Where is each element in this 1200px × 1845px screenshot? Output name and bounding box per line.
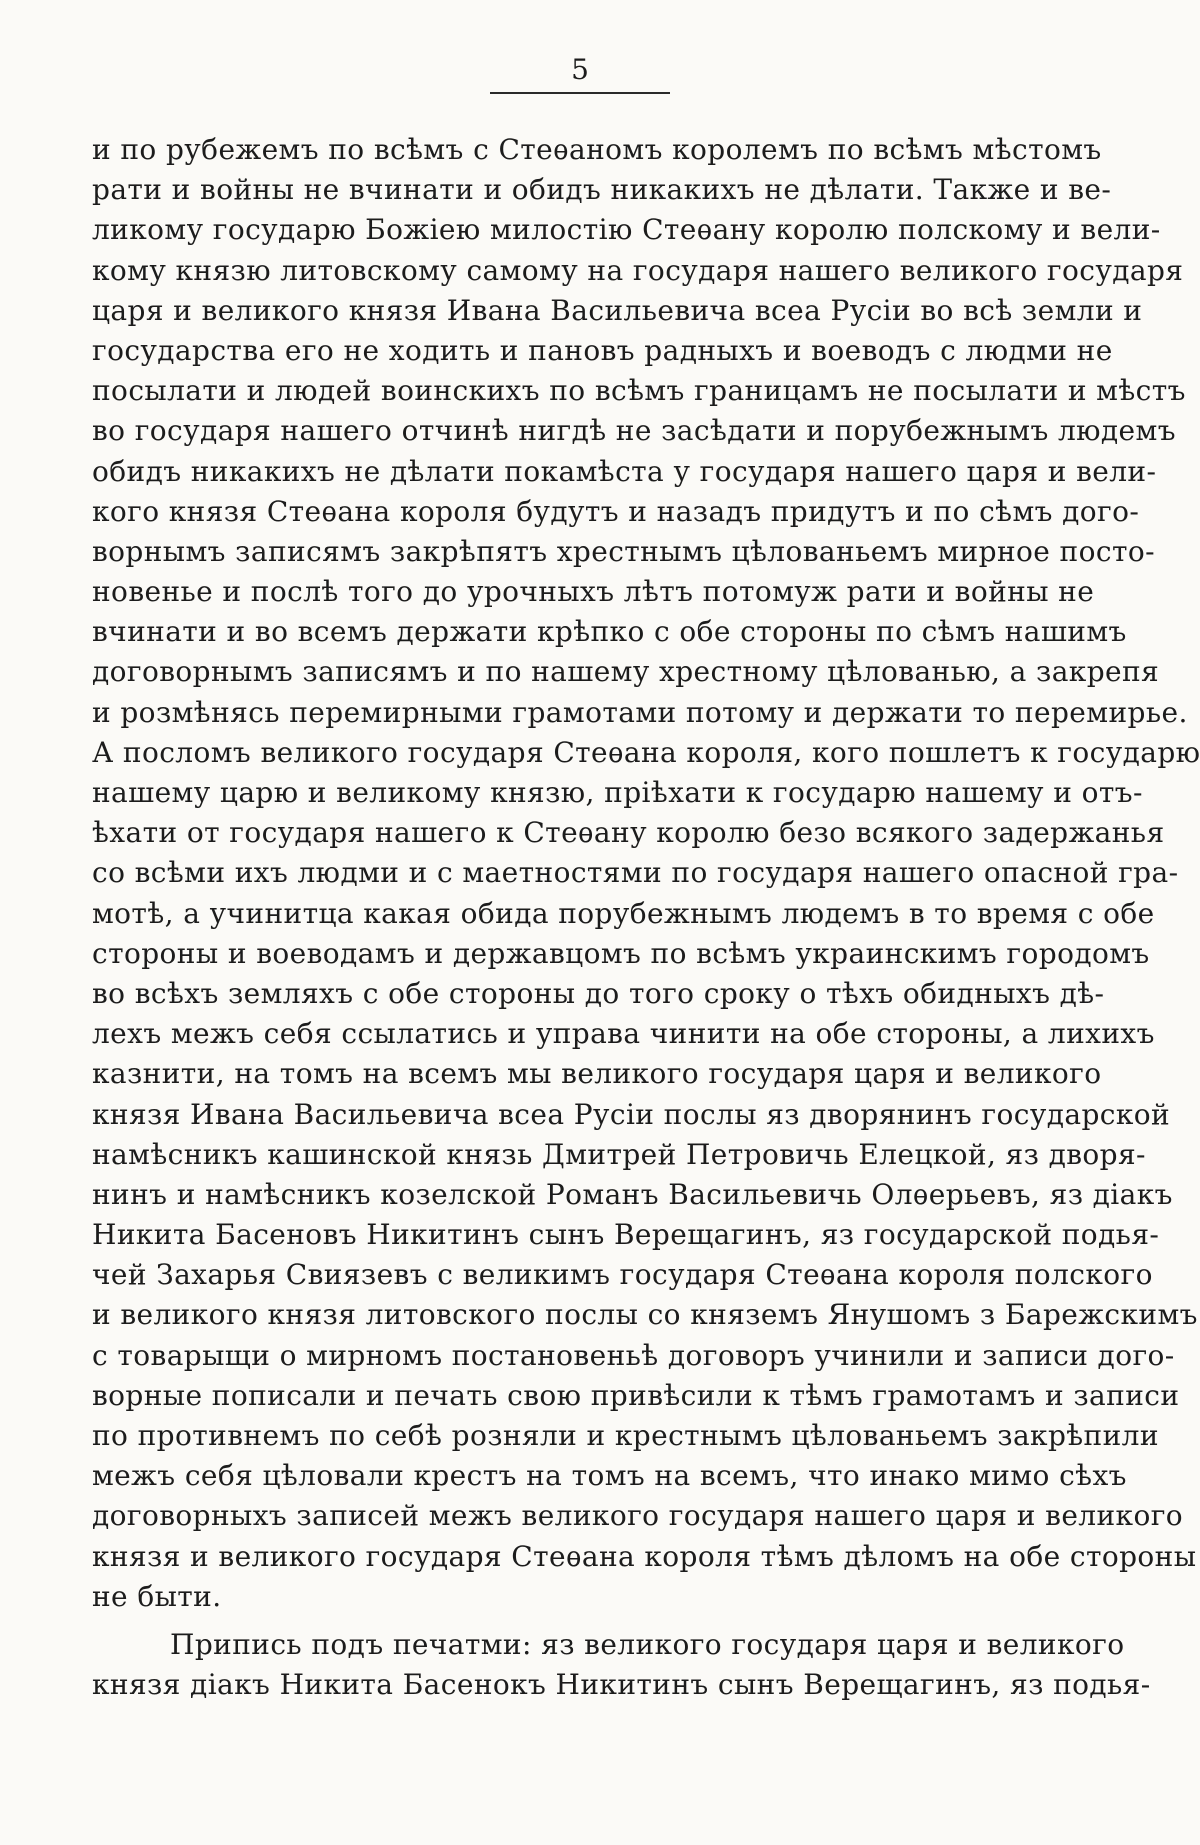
text-line: князя и великого государя Стеѳана короля тѣмъ дѣломъ на обе стороны xyxy=(92,1539,1197,1573)
text-line: договорныхъ записей межъ великого государя нашего царя и великого xyxy=(92,1499,1184,1533)
text-line: А посломъ великого государя Стеѳана короля, кого пошлетъ к государю xyxy=(92,735,1200,769)
text-line: лехъ межъ себя ссылатись и управа чинити на обе стороны, а лихихъ xyxy=(92,1017,1155,1051)
page-number: 5 xyxy=(571,53,589,86)
text-line: новенье и послѣ того до урочныхъ лѣтъ потомуж рати и войны не xyxy=(92,575,1095,609)
text-line: со всѣми ихъ людми и с маетностями по государя нашего опасной гра- xyxy=(92,856,1179,890)
text-line: и по рубежемъ по всѣмъ с Стеѳаномъ королемъ по всѣмъ мѣстомъ xyxy=(92,133,1102,166)
text-line: государства его не ходить и пановъ радныхъ и воеводъ с людми не xyxy=(92,333,1113,367)
text-line: во государя нашего отчинѣ нигдѣ не засѣдати и порубежнымъ людемъ xyxy=(92,414,1176,448)
body-text xyxy=(92,130,1200,1705)
text-line: намѣсникъ кашинской князь Дмитрей Петровичь Елецкой, яз дворя- xyxy=(92,1137,1146,1171)
text-line: рати и войны не вчинати и обидъ никакихъ не дѣлати. Также и ве- xyxy=(92,173,1112,207)
text-line: ликому государю Божіею милостію Стеѳану королю полскому и вели- xyxy=(92,213,1161,247)
text-line: с товарыщи о мирномъ постановеньѣ договоръ учинили и записи дого- xyxy=(92,1338,1175,1372)
text-line: кого князя Стеѳана короля будутъ и назадъ придутъ и по сѣмъ дого- xyxy=(92,494,1140,528)
text-line: посылати и людей воинскихъ по всѣмъ границамъ не посылати и мѣстъ xyxy=(92,374,1186,408)
text-line: во всѣхъ земляхъ с обе стороны до того сроку о тѣхъ обидныхъ дѣ- xyxy=(92,976,1105,1010)
text-line: не быти. xyxy=(92,1579,222,1613)
text-line: межъ себя цѣловали крестъ на томъ на всемъ, что инако мимо сѣхъ xyxy=(92,1459,1127,1493)
text-line: ѣхати от государя нашего к Стеѳану королю безо всякого задержанья xyxy=(92,816,1165,850)
text-line: стороны и воеводамъ и державцомъ по всѣмъ украинскимъ городомъ xyxy=(92,936,1150,970)
text-line: Никита Басеновъ Никитинъ сынъ Верещагинъ, яз государской подья- xyxy=(92,1218,1160,1252)
text-line: ворные пописали и печать свою привѣсили к тѣмъ грамотамъ и записи xyxy=(92,1378,1180,1412)
text-line: договорнымъ записямъ и по нашему хрестному цѣлованью, а закрепя xyxy=(92,655,1160,689)
text-line: мотѣ, а учинитца какая обида порубежнымъ людемъ в то время с обе xyxy=(92,896,1155,930)
text-line: и розмѣнясь перемирными грамотами потому и держати то перемирье. xyxy=(92,695,1188,729)
paragraph-2 xyxy=(92,1625,1151,1705)
text-line: казнити, на томъ на всемъ мы великого государя царя и великого xyxy=(92,1057,1102,1091)
text-line: вчинати и во всемъ держати крѣпко с обе стороны по сѣмъ нашимъ xyxy=(92,615,1127,649)
text-line: нашему царю и великому князю, пріѣхати к государю нашему и отъ- xyxy=(92,776,1143,809)
text-line: князя дiакъ Никита Басенокъ Никитинъ сынъ Верещагинъ, яз подья- xyxy=(92,1668,1151,1702)
text-line: обидъ никакихъ не дѣлати покамѣста у государя нашего царя и вели- xyxy=(92,454,1157,488)
text-line: царя и великого князя Ивана Васильевича всеа Русіи во всѣ земли и xyxy=(92,293,1143,327)
text-line: Припись подъ печатми: яз великого государя царя и великого xyxy=(170,1627,1125,1661)
text-line: ворнымъ записямъ закрѣпятъ хрестнымъ цѣлованьемъ мирное посто- xyxy=(92,534,1155,568)
text-line: кому князю литовскому самому на государя нашего великого государя xyxy=(92,253,1184,287)
text-line: и великого князя литовского послы со княземъ Янушомъ з Барежскимъ xyxy=(92,1298,1198,1332)
header-rule xyxy=(490,92,670,94)
text-line: по противнемъ по себѣ розняли и крестнымъ цѣлованьемъ закрѣпили xyxy=(92,1419,1159,1452)
text-line: чей Захарья Свиязевъ с великимъ государя Стеѳана короля полского xyxy=(92,1258,1153,1292)
paragraph-gap xyxy=(92,1617,1062,1625)
text-line: нинъ и намѣсникъ козелской Романъ Васильевичь Олѳерьевъ, яз дiакъ xyxy=(92,1177,1173,1211)
paragraph-1 xyxy=(92,130,1200,1617)
text-line: князя Ивана Васильевича всеа Русіи послы яз дворянинъ государской xyxy=(92,1097,1171,1131)
